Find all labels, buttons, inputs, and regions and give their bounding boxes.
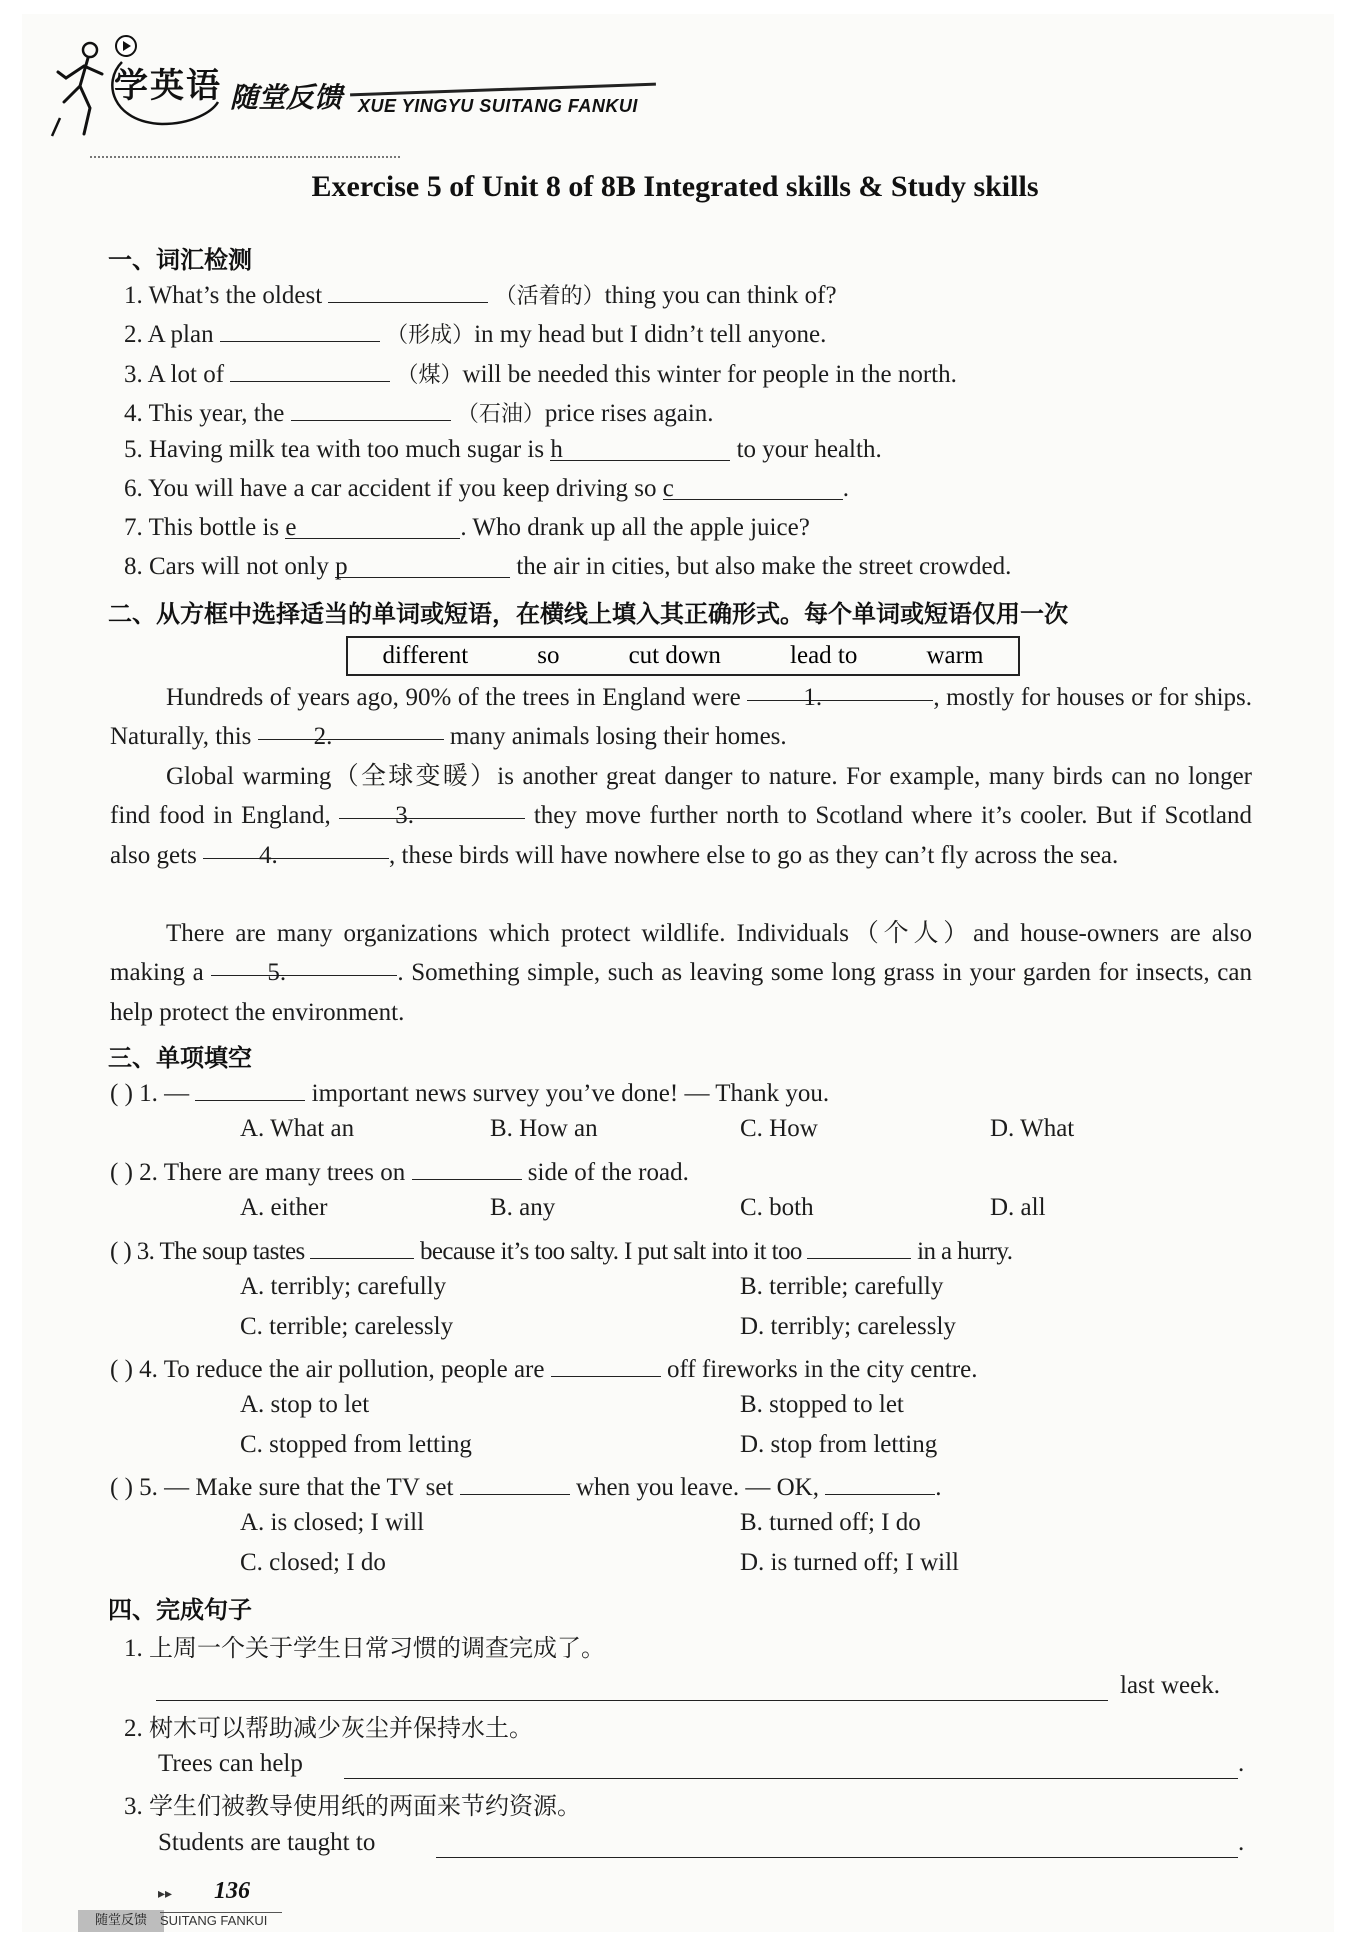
item-text: . Who drank up all the apple juice? [460,514,810,541]
section-2-heading: 二、从方框中选择适当的单词或短语，在横线上填入其正确形式。每个单词或短语仅用一次 [108,600,1068,628]
item-text: to your health. [736,436,882,463]
item-text: A plan [147,321,214,348]
blank-number: 5. [267,959,287,987]
answer-blank[interactable] [285,514,460,539]
section-4-heading: 四、完成句子 [108,1596,252,1624]
option-c[interactable]: C. terrible; carelessly [240,1313,454,1340]
option-b[interactable]: B. stopped to let [740,1391,904,1418]
sentence-start: Students are taught to [158,1829,376,1856]
answer-line[interactable] [344,1778,1238,1779]
chinese-prompt: 上周一个关于学生日常习惯的调查完成了。 [149,1634,605,1662]
passage-text: There are many organizations which protect wildlife. Individuals（个人）and house-owners are also making a [110,920,1252,987]
header [50,30,670,140]
item-number: 5. [124,436,143,463]
item-number: 3. [124,361,143,388]
item-text: You will have a car accident if you keep driving so [148,475,657,502]
item-hint: （活着的） [494,284,605,309]
passage-text: Hundreds of years ago, 90% of the trees in England were [166,684,741,711]
question-text: There are many trees on [163,1159,406,1186]
item-text: This year, the [148,400,285,427]
passage-text: Global warming（全球变暖）is another great danger to nature. For example, many birds can no longer find food in England, [110,763,1252,830]
item-number: 1. [124,282,143,309]
option-a[interactable]: A. is closed; I will [240,1509,425,1536]
vocab-item-3 [124,357,957,389]
question-number: 2. [139,1159,158,1186]
mc-question-1 [110,1076,829,1108]
item-number: 1. [124,1635,143,1662]
answer-blank[interactable] [291,396,451,421]
answer-blank[interactable] [203,836,389,869]
answer-blank[interactable] [310,1234,414,1259]
sentence-end: . [1238,1829,1245,1856]
option-b[interactable]: B. terrible; carefully [740,1273,944,1300]
question-text: because it’s too salty. I put salt into it too [419,1238,802,1265]
vocab-item-2 [124,317,826,349]
brand-cn: 学英语 [114,66,222,106]
page-title: Exercise 5 of Unit 8 of 8B Integrated skills & Study skills [311,170,1039,203]
word-box [346,636,1020,676]
option-a[interactable]: A. What an [240,1115,355,1142]
item-number: 3. [124,1793,143,1820]
answer-blank[interactable] [339,796,525,830]
question-text: . [935,1474,942,1501]
passage-paragraph-1 [110,678,1252,757]
option-d[interactable]: D. What [990,1115,1075,1142]
item-text: A lot of [147,361,225,388]
answer-blank[interactable] [412,1155,522,1180]
passage-text: , these birds will have nowhere else to go as they can’t fly across the sea. [389,841,1119,869]
item-number: 7. [124,514,143,541]
option-a[interactable]: A. terribly; carefully [240,1273,447,1300]
option-b[interactable]: B. turned off; I do [740,1509,921,1536]
option-a[interactable]: A. stop to let [240,1391,370,1418]
option-b[interactable]: B. any [490,1194,556,1221]
item-text: thing you can think of? [604,282,837,309]
mc-question-5 [110,1470,941,1502]
answer-blank[interactable] [460,1470,570,1495]
passage-text: many animals losing their homes. [449,723,787,751]
passage-text: they move further north to Scotland where it’s cooler. But if Scotland also gets [110,802,1252,869]
question-text: — [164,1080,190,1107]
word-option: lead to [790,642,858,669]
footer-badge: 随堂反馈 [78,1910,164,1932]
passage-paragraph-2 [110,757,1252,875]
vocab-item-7 [124,514,810,542]
answer-blank[interactable] [195,1076,305,1101]
answer-bracket[interactable]: ( ) [110,1080,133,1107]
answer-bracket[interactable]: ( ) [110,1238,132,1265]
answer-line[interactable] [156,1700,1108,1701]
item-number: 2. [124,321,143,348]
item-text: the air in cities, but also make the street crowded. [516,553,1012,580]
mc-question-4 [110,1352,978,1384]
passage-paragraph-3 [110,914,1252,1032]
question-text: when you leave. — OK, [575,1474,819,1501]
brand-rule [350,83,656,97]
blank-number: 4. [259,841,278,869]
chinese-prompt: 树木可以帮助减少灰尘并保持水土。 [149,1714,533,1742]
sentence-start: Trees can help [158,1750,303,1777]
item-number: 4. [124,400,143,427]
answer-blank[interactable] [807,1234,911,1259]
option-a[interactable]: A. either [240,1194,328,1221]
section-1-heading: 一、词汇检测 [108,246,252,274]
footer-label: SUITANG FANKUI [160,1912,282,1928]
answer-blank[interactable] [258,717,444,751]
question-text: side of the road. [527,1159,689,1186]
vocab-item-8 [124,553,1011,581]
item-number: 8. [124,553,143,580]
option-d[interactable]: D. is turned off; I will [740,1549,959,1576]
passage-text: , mostly for houses or for ships. Naturally, this [110,684,1253,751]
answer-blank[interactable] [747,678,933,711]
translation-prompt-2 [124,1708,533,1743]
question-number: 4. [139,1356,158,1383]
word-option: warm [926,642,984,669]
page-number: 136 [214,1878,250,1904]
word-option: cut down [628,642,721,669]
mc-question-3 [110,1234,1012,1266]
vocab-item-4 [124,396,714,428]
question-number: 1. [139,1080,158,1107]
chinese-prompt: 学生们被教导使用纸的两面来节约资源。 [149,1792,581,1820]
option-d[interactable]: D. terribly; carelessly [740,1313,956,1340]
question-number: 3. [136,1238,155,1265]
option-c[interactable]: C. How [740,1115,818,1142]
answer-bracket[interactable]: ( ) [110,1159,133,1186]
answer-bracket[interactable]: ( ) [110,1474,133,1501]
answer-blank[interactable] [211,953,397,987]
item-text: will be needed this winter for people in the north. [462,361,957,388]
answer-blank[interactable] [663,475,843,500]
item-text: . [842,475,850,502]
blank-number: 3. [395,802,415,830]
arrow-icon: ▸▸ [158,1886,173,1902]
sentence-end: . [1238,1750,1245,1777]
blank-number: 1. [803,684,823,711]
option-d[interactable]: D. stop from letting [740,1431,938,1458]
item-text: price rises again. [544,400,714,427]
vocab-item-5 [124,436,882,464]
section-3-heading: 三、单项填空 [108,1044,252,1072]
question-text: To reduce the air pollution, people are [163,1356,545,1383]
item-text: Having milk tea with too much sugar is [149,436,545,463]
question-text: in a hurry. [917,1238,1013,1265]
question-text: off fireworks in the city centre. [666,1356,978,1383]
question-text: — Make sure that the TV set [164,1474,454,1501]
initial-letter: c [662,475,674,502]
option-c[interactable]: C. closed; I do [240,1549,386,1576]
translation-prompt-3 [124,1786,581,1821]
vocab-item-1 [124,278,837,310]
item-hint: （石油） [456,402,545,427]
blank-number: 2. [313,723,333,751]
option-c[interactable]: C. both [740,1194,814,1221]
passage-text: . Something simple, such as leaving some long grass in your garden for insects, can help protect the environment. [110,959,1252,1026]
item-number: 6. [124,475,143,502]
answer-line[interactable] [436,1857,1238,1858]
answer-blank[interactable] [550,436,730,461]
item-hint: （形成） [386,323,475,348]
answer-blank[interactable] [335,553,510,578]
question-text: The soup tastes [159,1238,305,1265]
brand-en: XUE YINGYU SUITANG FANKUI [358,96,638,116]
option-b[interactable]: B. How an [490,1115,598,1142]
word-option: so [537,642,560,669]
brand-cn-secondary: 随堂反馈 [230,81,343,114]
option-d[interactable]: D. all [990,1194,1046,1221]
initial-letter: p [335,553,348,580]
item-text: What’s the oldest [148,282,323,309]
item-text: Cars will not only [149,553,329,580]
translation-prompt-1 [124,1628,605,1663]
item-text: in my head but I didn’t tell anyone. [474,321,827,348]
answer-blank[interactable] [551,1352,661,1377]
vocab-item-6 [124,475,849,503]
answer-blank[interactable] [825,1470,935,1495]
mc-question-2 [110,1155,689,1187]
header-dotted-rule [90,156,400,158]
sentence-end: last week. [1120,1672,1220,1699]
item-number: 2. [124,1715,143,1742]
answer-blank[interactable] [230,357,390,382]
word-option: different [382,642,469,669]
initial-letter: e [285,514,297,541]
initial-letter: h [550,436,563,463]
answer-blank[interactable] [220,317,380,342]
item-text: This bottle is [148,514,280,541]
item-hint: （煤） [396,363,463,388]
answer-blank[interactable] [328,278,488,303]
option-c[interactable]: C. stopped from letting [240,1431,472,1458]
answer-bracket[interactable]: ( ) [110,1356,133,1383]
question-text: important news survey you’ve done! — Thank you. [311,1080,830,1107]
question-number: 5. [139,1474,158,1501]
